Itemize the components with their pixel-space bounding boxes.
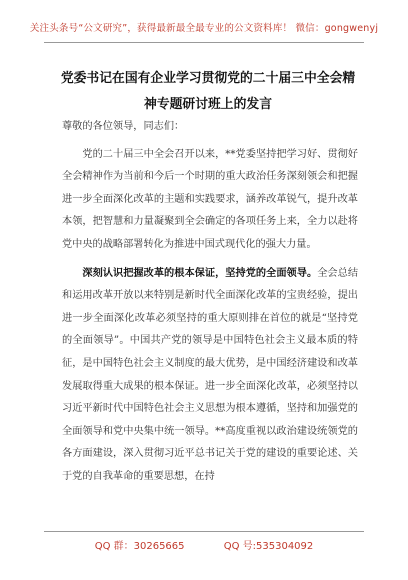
footer-divider bbox=[44, 531, 364, 532]
paragraph-lead: 深刻认识把握改革的根本保证，坚持党的全面领导。 bbox=[82, 266, 318, 279]
footer-qq-group: QQ 群：30265665 bbox=[94, 541, 185, 552]
salutation: 尊敬的各位领导，同志们： bbox=[62, 121, 185, 132]
header-divider bbox=[44, 42, 364, 43]
paragraph bbox=[62, 262, 358, 489]
paragraph-text: 党的二十届三中全会召开以来，**党委坚持把学习好、贯彻好全会精神作为当前和今后一个时期的重大政治任务深刻领会和把握进一步全面深化改革的主题和实践要求，涵养改革锐气，提升改革本领，把智慧和力量凝聚到全会确定的各项任务上来，全力以赴将党中央的战略部署转化为推进中国式现代化的强大力量。 bbox=[62, 148, 358, 250]
paragraph bbox=[62, 143, 358, 257]
document-body bbox=[62, 116, 358, 494]
header-notice: 关注头条号“公文研究”，获得最新最全最专业的公文资料库！ 微信：gongwenyj bbox=[29, 23, 379, 34]
footer-qq-number: QQ 号:535304092 bbox=[223, 541, 314, 552]
footer-contact bbox=[0, 537, 408, 552]
document-title: 党委书记在国有企业学习贯彻党的二十届三中全会精神专题研讨班上的发言 bbox=[60, 71, 356, 112]
paragraph-text: 全会总结和运用改革开放以来特别是新时代全面深化改革的宝贵经验，提出进一步全面深化改革必须坚持的重大原则排在首位的就是“坚持党的全面领导”。中国共产党的领导是中国特色社会主义最本质的特征，是中国特色社会主义制度的最大优势，是中国经济建设和改革发展取得重大成果的根本保证。进一步全面深化改革，必须坚持以习近平新时代中国特色社会主义思想为根本遵循，坚持和加强党的全面领导和党中央集中统一领导。**高度重视以政治建设统领党的各方面建设，深入贯彻习近平总书记关于党的建设的重要论述、关于党的自我革命的重要思想，在持 bbox=[62, 267, 359, 482]
